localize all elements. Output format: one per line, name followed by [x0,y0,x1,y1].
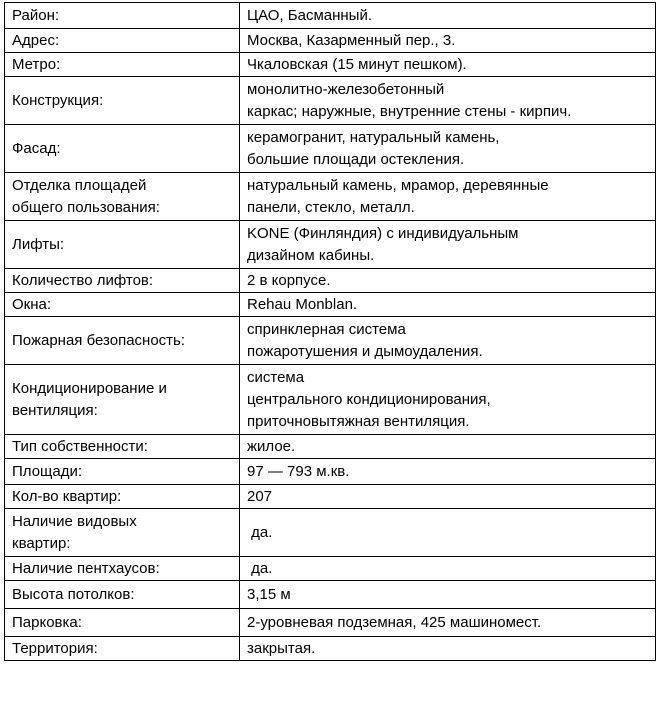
row-label: Район: [12,7,60,24]
table-row [5,637,656,661]
row-label-cell [5,317,240,365]
row-value-cell [240,125,656,173]
row-label: Наличие видовых [12,513,137,530]
row-value: система [247,369,305,386]
row-value: дизайном кабины. [247,247,375,264]
row-label: Тип собственности: [12,438,148,455]
row-label-cell [5,77,240,125]
table-row [5,435,656,459]
table-row [5,557,656,581]
row-value: приточновытяжная вентиляция. [247,413,470,430]
row-label-cell [5,29,240,53]
table-row [5,29,656,53]
row-label-cell [5,125,240,173]
table-row [5,581,656,609]
row-label: вентиляция: [12,402,98,419]
row-value: Чкаловская (15 минут пешком). [247,56,467,73]
row-label: Метро: [12,56,61,73]
row-value: пожаротушения и дымоудаления. [247,343,483,360]
row-label: квартир: [12,535,71,552]
row-label-cell [5,637,240,661]
row-value-cell [240,459,656,485]
row-label-cell [5,53,240,77]
row-value-cell [240,3,656,29]
row-value: натуральный камень, мрамор, деревянные [247,177,549,194]
row-value-cell [240,365,656,435]
row-value: центрального кондиционирования, [247,391,491,408]
row-label: Парковка: [12,614,82,631]
table-row [5,77,656,125]
row-value: KONE (Финляндия) с индивидуальным [247,225,519,242]
row-value: каркас; наружные, внутренние стены - кирпич. [247,103,572,120]
row-value: 2 в корпусе. [247,272,331,289]
row-value-cell [240,637,656,661]
row-value-cell [240,509,656,557]
row-value: монолитно-железобетонный [247,81,445,98]
table-row [5,125,656,173]
row-label: Окна: [12,296,52,313]
row-value: Rehau Monblan. [247,296,358,313]
row-value: да. [247,524,273,541]
row-value-cell [240,293,656,317]
row-value: 3,15 м [247,586,291,603]
table-row [5,269,656,293]
row-value-cell [240,53,656,77]
table-row [5,53,656,77]
row-label: Фасад: [12,140,61,157]
row-value-cell [240,557,656,581]
row-label-cell [5,609,240,637]
table-row [5,221,656,269]
row-value: керамогранит, натуральный камень, [247,129,500,146]
row-value: 207 [247,488,273,505]
row-label-cell [5,365,240,435]
row-label-cell [5,485,240,509]
row-label: Кондиционирование и [12,380,167,397]
table-row [5,609,656,637]
property-spec-table [4,2,656,661]
row-label-cell [5,269,240,293]
row-value: 97 — 793 м.кв. [247,463,350,480]
row-label: Адрес: [12,32,60,49]
table-row [5,459,656,485]
row-value: спринклерная система [247,321,406,338]
row-value-cell [240,173,656,221]
row-label-cell [5,509,240,557]
row-value: панели, стекло, металл. [247,199,415,216]
row-value: ЦАО, Басманный. [247,7,373,24]
row-value: 2-уровневая подземная, 425 машиномест. [247,614,542,631]
row-value-cell [240,29,656,53]
row-value-cell [240,221,656,269]
row-value: жилое. [247,438,296,455]
row-value-cell [240,581,656,609]
row-value-cell [240,609,656,637]
table-row [5,173,656,221]
row-value-cell [240,485,656,509]
row-label-cell [5,435,240,459]
row-value: Москва, Казарменный пер., 3. [247,32,456,49]
row-value: закрытая. [247,640,316,657]
row-value: да. [247,560,273,577]
table-row [5,485,656,509]
row-value-cell [240,435,656,459]
row-value-cell [240,77,656,125]
spec-table-body [5,3,656,661]
table-row [5,3,656,29]
row-label-cell [5,293,240,317]
row-label: общего пользования: [12,199,160,216]
row-label: Площади: [12,463,83,480]
row-value: большие площади остекления. [247,151,465,168]
row-label: Отделка площадей [12,177,147,194]
row-value-cell [240,317,656,365]
row-label: Конструкция: [12,92,104,109]
table-row [5,509,656,557]
row-label-cell [5,459,240,485]
row-label: Наличие пентхаусов: [12,560,160,577]
row-label: Высота потолков: [12,586,135,603]
row-label: Кол-во квартир: [12,488,122,505]
row-label-cell [5,557,240,581]
table-row [5,365,656,435]
row-label: Количество лифтов: [12,272,154,289]
table-row [5,317,656,365]
row-label-cell [5,581,240,609]
row-label-cell [5,173,240,221]
row-label: Лифты: [12,236,65,253]
row-label-cell [5,3,240,29]
row-label-cell [5,221,240,269]
row-label: Территория: [12,640,98,657]
row-value-cell [240,269,656,293]
table-row [5,293,656,317]
row-label: Пожарная безопасность: [12,332,186,349]
